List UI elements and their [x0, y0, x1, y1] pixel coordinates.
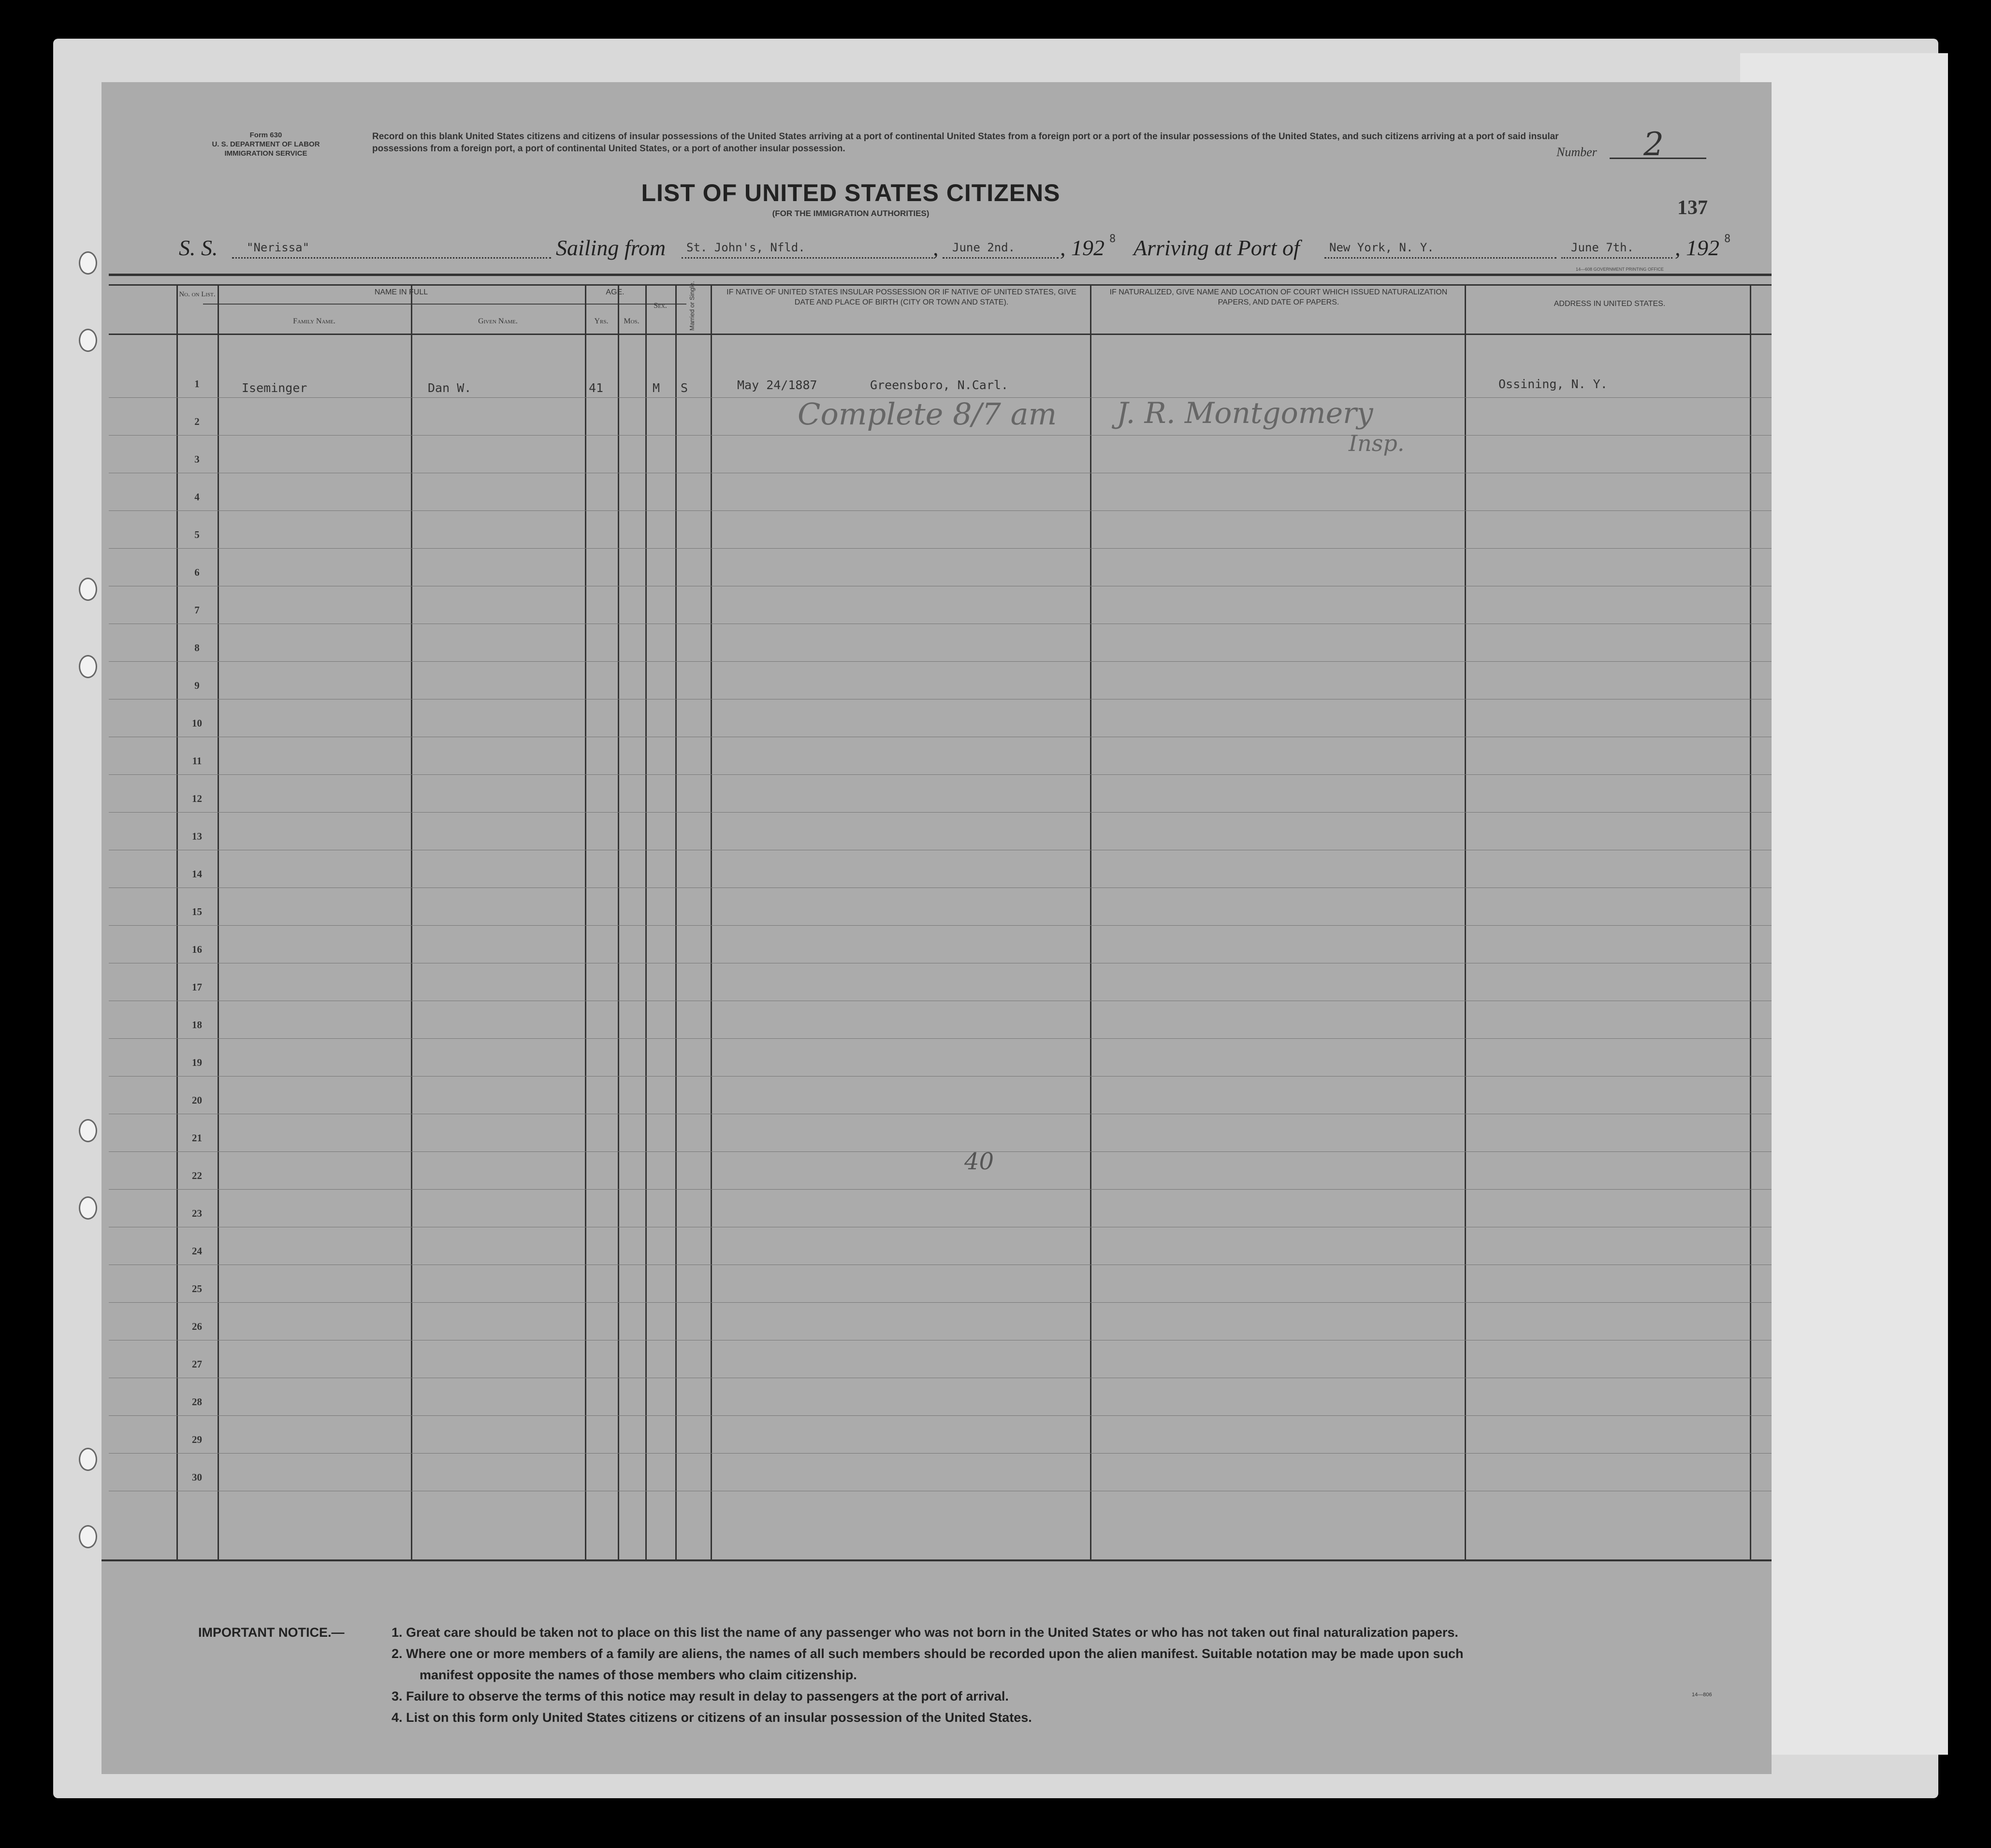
comma: ,: [933, 235, 939, 260]
record-instructions: Record on this blank United States citizens and citizens of insular possessions of the United States arriving at a port of continental United States from a foreign port or a port of the insular possessions of the United States, and such citizens arriving at a port of said insular possessions from a foreign port, a port of continental United States, or a port of another insular possession.: [372, 131, 1559, 154]
page-number: 137: [1677, 197, 1708, 219]
center-number: 40: [964, 1148, 994, 1175]
row-number: 2: [194, 416, 200, 427]
row-number: 27: [192, 1358, 202, 1370]
header-mos: Mos.: [624, 317, 639, 325]
header-married-or-single: Married or Single.: [688, 281, 696, 331]
row-rule: [109, 774, 1772, 775]
row-rule: [109, 1151, 1772, 1152]
notice-title: IMPORTANT NOTICE.—: [198, 1625, 345, 1640]
notice-items: [392, 1622, 1745, 1728]
row-number: 26: [192, 1321, 202, 1332]
from-year-prefix: , 192: [1060, 235, 1104, 260]
inspector-signature: J. R. Montgomery: [1117, 396, 1373, 430]
table-bottom-border: [102, 1559, 1772, 1561]
row-rule: [109, 510, 1772, 511]
entry-age-yrs: 41: [589, 381, 604, 395]
header-yrs: Yrs.: [594, 317, 609, 325]
row-number: 1: [194, 378, 200, 390]
col-divider: [176, 284, 178, 1560]
binder-hole: [79, 578, 97, 601]
row-number: 18: [192, 1019, 202, 1031]
page-title: LIST OF UNITED STATES CITIZENS: [641, 179, 1061, 206]
notice-item: manifest opposite the names of those members who claim citizenship.: [420, 1668, 857, 1682]
row-number: 19: [192, 1057, 202, 1068]
service-name: IMMIGRATION SERVICE: [224, 149, 307, 158]
row-number: 3: [194, 453, 200, 465]
row-number: 11: [192, 755, 202, 767]
binder-hole: [79, 251, 97, 275]
to-year-prefix: , 192: [1675, 235, 1719, 260]
header-name-in-full: NAME IN FULL: [374, 288, 428, 296]
from-year-digit: 8: [1109, 233, 1116, 245]
row-rule: [109, 548, 1772, 549]
col-divider: [645, 284, 647, 1560]
header-age: AGE.: [606, 288, 625, 296]
row-number: 14: [192, 868, 202, 880]
printer-mark: 14—608 GOVERNMENT PRINTING OFFICE: [1576, 267, 1664, 272]
department-name: U. S. DEPARTMENT OF LABOR: [212, 140, 320, 148]
header-top-line: [109, 284, 1772, 286]
row-number: 21: [192, 1132, 202, 1144]
row-number: 8: [194, 642, 200, 654]
form-number: Form 630: [249, 131, 282, 139]
to-year-digit: 8: [1724, 233, 1731, 245]
notice-item: 1. Great care should be taken not to place on this list the name of any passenger who was not born in the United States or who has not taken out final naturalization papers.: [392, 1625, 1458, 1640]
manifest-page: [102, 82, 1772, 1774]
entry-birth-date: May 24/1887: [737, 378, 817, 392]
row-number: 5: [194, 529, 200, 540]
row-rule: [109, 661, 1772, 662]
notice-item: 3. Failure to observe the terms of this notice may result in delay to passengers at the port of arrival.: [392, 1689, 1009, 1703]
row-rule: [109, 1076, 1772, 1077]
row-number: 29: [192, 1434, 202, 1445]
to-port-line: [1324, 257, 1556, 259]
col-divider: [711, 284, 712, 1560]
header-naturalized: IF NATURALIZED, GIVE NAME AND LOCATION OF COURT WHICH ISSUED NATURALIZATION PAPERS, AND DATE OF PAPERS.: [1109, 288, 1448, 306]
binder-hole: [79, 1448, 97, 1471]
voyage-line: [179, 235, 1750, 264]
col-divider: [618, 284, 619, 1560]
row-number: 25: [192, 1283, 202, 1295]
header-family-name: Family Name.: [293, 317, 335, 325]
row-number: 16: [192, 944, 202, 955]
entry-address: Ossining, N. Y.: [1498, 377, 1608, 391]
col-divider: [411, 284, 412, 1560]
col-divider: [1090, 284, 1091, 1560]
row-rule: [109, 435, 1772, 436]
row-rule: [109, 812, 1772, 813]
header-no: No. on List.: [179, 291, 216, 298]
row-rule: [109, 1038, 1772, 1039]
row-number: 9: [194, 680, 200, 691]
from-date: June 2nd.: [952, 241, 1016, 254]
form-identifier: [150, 131, 382, 158]
notice-item: 4. List on this form only United States citizens or citizens of an insular possession of the United States.: [392, 1710, 1032, 1725]
inspector-title: Insp.: [1349, 430, 1405, 456]
form-code: 14—806: [1692, 1692, 1712, 1698]
ss-label: S. S.: [179, 235, 218, 260]
to-date-line: [1561, 257, 1672, 259]
header-sex: Sex.: [654, 302, 667, 310]
row-number: 28: [192, 1396, 202, 1408]
binder-hole: [79, 1525, 97, 1548]
header-native-birth: IF NATIVE OF UNITED STATES INSULAR POSSESSION OR IF NATIVE OF UNITED STATES, GIVE DATE AND PLACE OF BIRTH (CITY OR TOWN AND STATE).: [727, 288, 1076, 306]
row-rule: [109, 1189, 1772, 1190]
row-number: 12: [192, 793, 202, 804]
row-rule: [109, 1415, 1772, 1416]
entry-family-name: Iseminger: [242, 381, 307, 395]
row-number: 15: [192, 906, 202, 917]
table-top-border: [109, 274, 1772, 276]
from-port: St. John's, Nfld.: [686, 241, 805, 254]
row-number: 22: [192, 1170, 202, 1181]
from-port-line: [682, 257, 933, 259]
handwritten-note: Complete 8/7 am: [798, 396, 1057, 432]
header-bottom-line: [109, 334, 1772, 335]
number-label: Number: [1556, 145, 1597, 159]
col-divider: [1465, 284, 1466, 1560]
row-number: 30: [192, 1471, 202, 1483]
row-rule: [109, 1302, 1772, 1303]
entry-given-name: Dan W.: [428, 381, 472, 395]
binder-hole: [79, 329, 97, 352]
col-divider: [675, 284, 677, 1560]
ship-line: [232, 257, 551, 259]
arriving-label: Arriving at Port of: [1134, 235, 1300, 260]
to-port: New York, N. Y.: [1329, 241, 1434, 254]
to-date: June 7th.: [1571, 241, 1634, 254]
col-divider: [585, 284, 586, 1560]
page-subtitle: (FOR THE IMMIGRATION AUTHORITIES): [772, 209, 930, 218]
row-number: 20: [192, 1094, 202, 1106]
entry-sex: M: [653, 381, 660, 395]
header-address: ADDRESS IN UNITED STATES.: [1554, 300, 1666, 308]
col-divider: [218, 284, 219, 1560]
binder-hole: [79, 1119, 97, 1142]
row-rule: [109, 1453, 1772, 1454]
list-number: 2: [1643, 126, 1664, 163]
entry-married: S: [681, 381, 688, 395]
row-number: 10: [192, 717, 202, 729]
age-subheader-line: [585, 304, 645, 305]
entry-birth-place: Greensboro, N.Carl.: [870, 378, 1008, 392]
row-number: 17: [192, 981, 202, 993]
row-rule: [109, 925, 1772, 926]
row-number: 24: [192, 1245, 202, 1257]
header-given-name: Given Name.: [478, 317, 518, 325]
from-date-line: [943, 257, 1059, 259]
row-number: 23: [192, 1208, 202, 1219]
col-divider: [1750, 284, 1751, 1560]
binder-hole: [79, 1196, 97, 1220]
binder-hole: [79, 655, 97, 678]
notice-item: 2. Where one or more members of a family are aliens, the names of all such members should be recorded upon the alien manifest. Suitable notation may be made upon such: [392, 1646, 1464, 1661]
ship-name: "Nerissa": [247, 241, 310, 254]
row-number: 4: [194, 491, 200, 503]
row-number: 6: [194, 567, 200, 578]
row-number: 13: [192, 830, 202, 842]
sailing-from-label: Sailing from: [556, 235, 666, 260]
row-number: 7: [194, 604, 200, 616]
